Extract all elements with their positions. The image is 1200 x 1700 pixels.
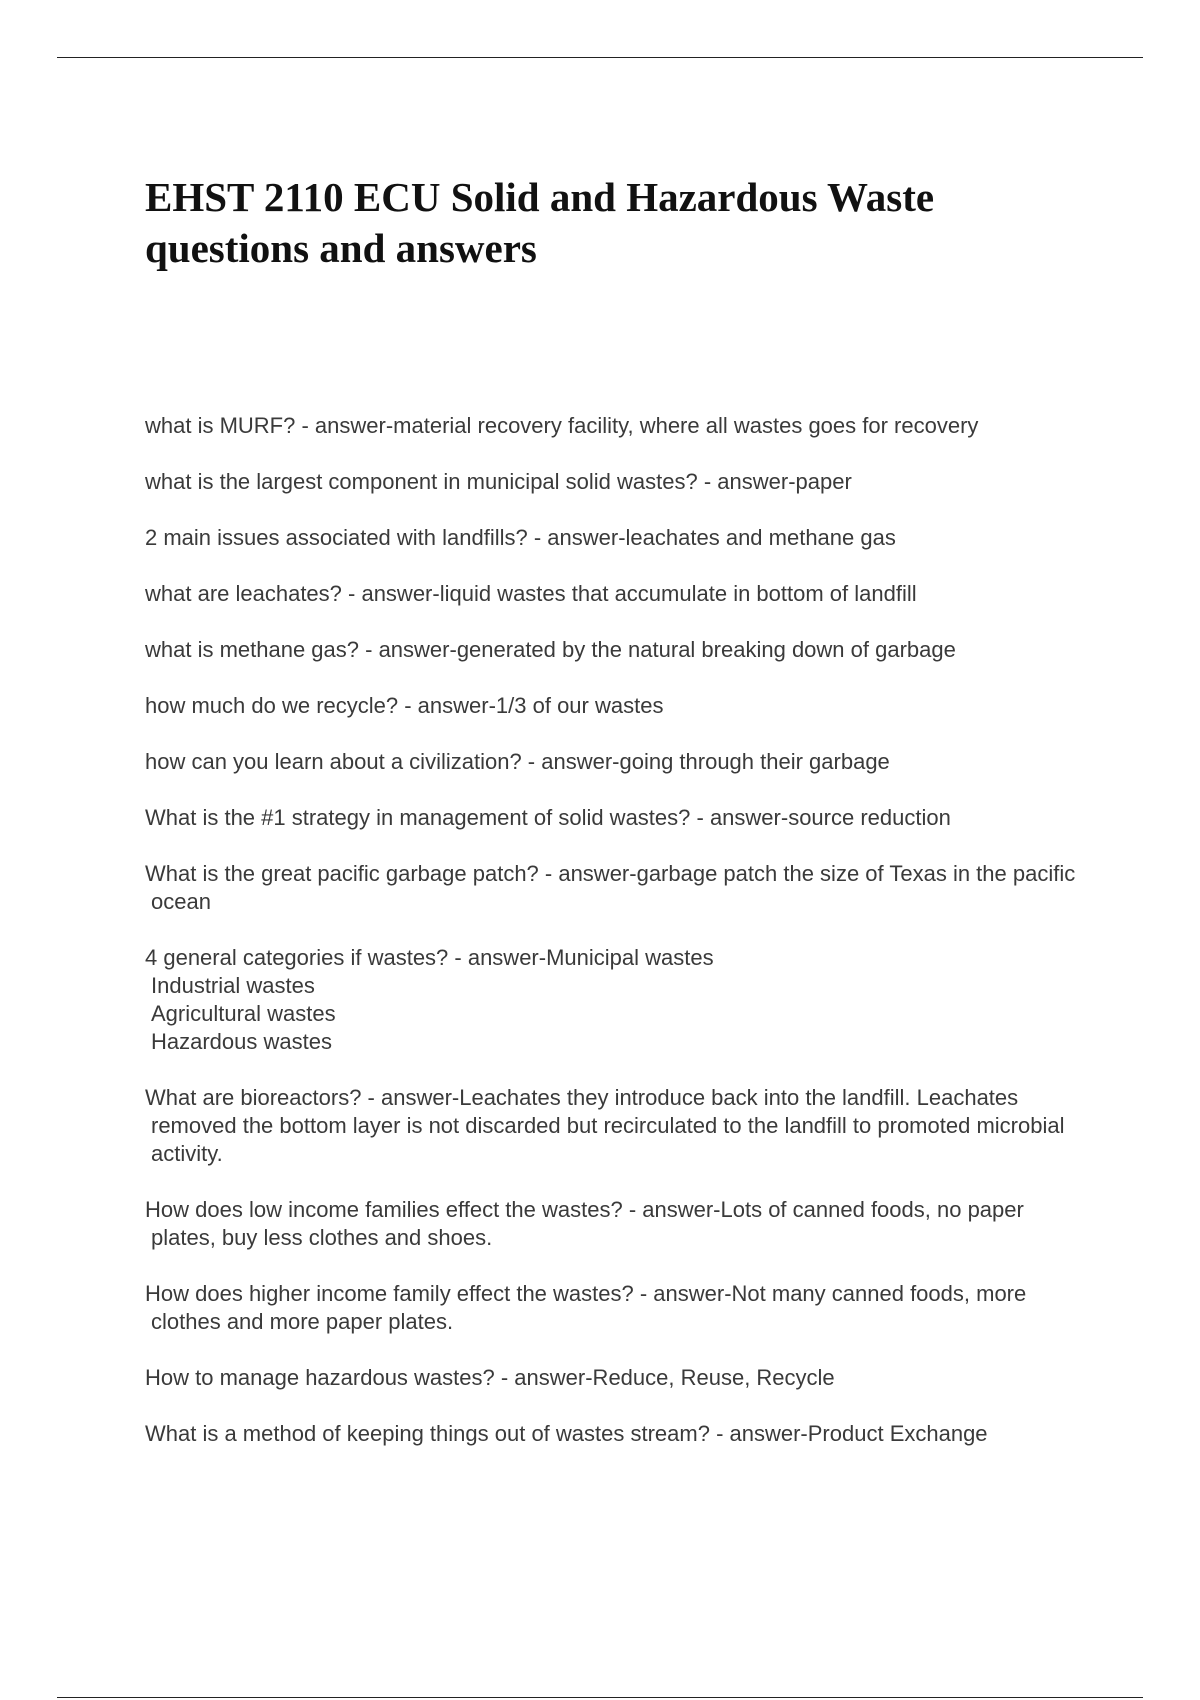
document-title: EHST 2110 ECU Solid and Hazardous Waste questions and answers (145, 174, 935, 271)
top-rule (57, 57, 1143, 58)
qa-item: How does low income families effect the wastes? - answer-Lots of canned foods, no paper plates, buy less clothes and shoes. (145, 1197, 1024, 1250)
qa-item: how can you learn about a civilization? - answer-going through their garbage (145, 749, 890, 774)
qa-item: how much do we recycle? - answer-1/3 of our wastes (145, 693, 664, 718)
bottom-rule (57, 1697, 1143, 1698)
qa-item: How does higher income family effect the wastes? - answer-Not many canned foods, more clothes and more paper plates. (145, 1281, 1027, 1334)
qa-item: what is the largest component in municipal solid wastes? - answer-paper (145, 469, 852, 494)
qa-list (145, 412, 1090, 1476)
qa-item: 4 general categories if wastes? - answer-Municipal wastes Industrial wastes Agricultural wastes Hazardous wastes (145, 945, 714, 1054)
qa-item: What are bioreactors? - answer-Leachates they introduce back into the landfill. Leachates removed the bottom layer is not discarded but recirculated to the landfill to promoted microbial activity. (145, 1085, 1065, 1166)
qa-item: What is the #1 strategy in management of solid wastes? - answer-source reduction (145, 805, 951, 830)
qa-item: How to manage hazardous wastes? - answer-Reduce, Reuse, Recycle (145, 1365, 835, 1390)
qa-item: what are leachates? - answer-liquid wastes that accumulate in bottom of landfill (145, 581, 917, 606)
qa-item: What is a method of keeping things out of wastes stream? - answer-Product Exchange (145, 1421, 988, 1446)
qa-item: 2 main issues associated with landfills? - answer-leachates and methane gas (145, 525, 896, 550)
qa-item: what is methane gas? - answer-generated by the natural breaking down of garbage (145, 637, 956, 662)
qa-item: what is MURF? - answer-material recovery facility, where all wastes goes for recovery (145, 413, 979, 438)
qa-item: What is the great pacific garbage patch? - answer-garbage patch the size of Texas in the pacific ocean (145, 861, 1076, 914)
